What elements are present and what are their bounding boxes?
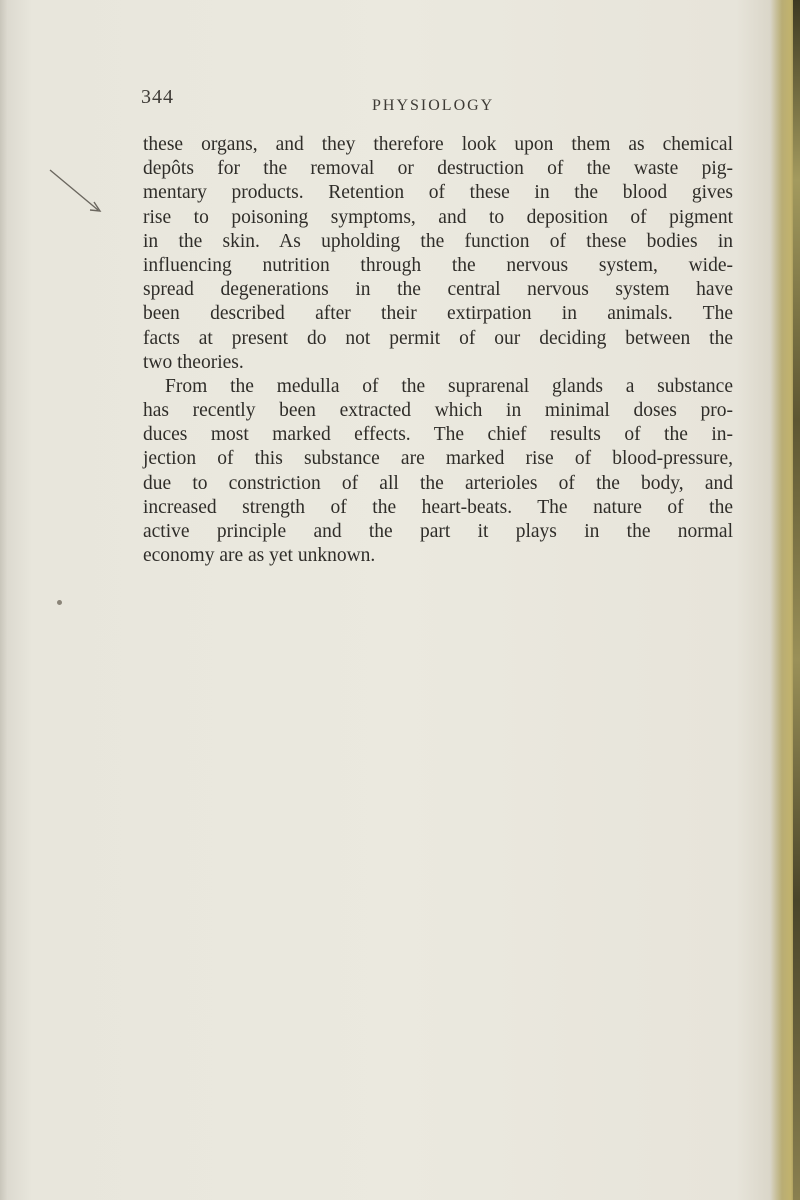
text-line: influencing nutrition through the nervous system, wide- [143,254,733,276]
text-line: depôts for the removal or destruction of the waste pig- [143,158,733,180]
ink-spot [57,600,62,605]
text-line: has recently been extracted which in minimal doses pro- [143,400,733,422]
running-head: PHYSIOLOGY [372,97,495,114]
page-gutter [0,0,8,1200]
text-line: From the medulla of the suprarenal glands a substance [165,375,733,397]
text-line: increased strength of the heart-beats. The nature of the [143,496,733,518]
page-number: 344 [141,86,174,108]
page-edge [770,0,800,1200]
text-line: economy are as yet unknown. [143,545,376,567]
text-line: mentary products. Retention of these in the blood gives [143,182,733,204]
text-line: duces most marked effects. The chief results of the in- [143,424,733,446]
text-line: two theories. [143,351,244,373]
body-text [143,133,733,568]
text-line: been described after their extirpation in animals. The [143,303,733,325]
text-line: spread degenerations in the central nervous system have [143,279,733,301]
pencil-mark-icon [48,165,108,225]
text-line: facts at present do not permit of our deciding between the [143,327,733,349]
text-line: jection of this substance are marked rise of blood-pressure, [143,448,733,470]
text-line: in the skin. As upholding the function of these bodies in [143,230,733,252]
text-line: these organs, and they therefore look upon them as chemical [143,134,733,155]
text-line: rise to poisoning symptoms, and to deposition of pigment [143,206,733,228]
text-line: due to constriction of all the arterioles of the body, and [143,472,733,494]
text-line: active principle and the part it plays in the normal [143,521,733,542]
